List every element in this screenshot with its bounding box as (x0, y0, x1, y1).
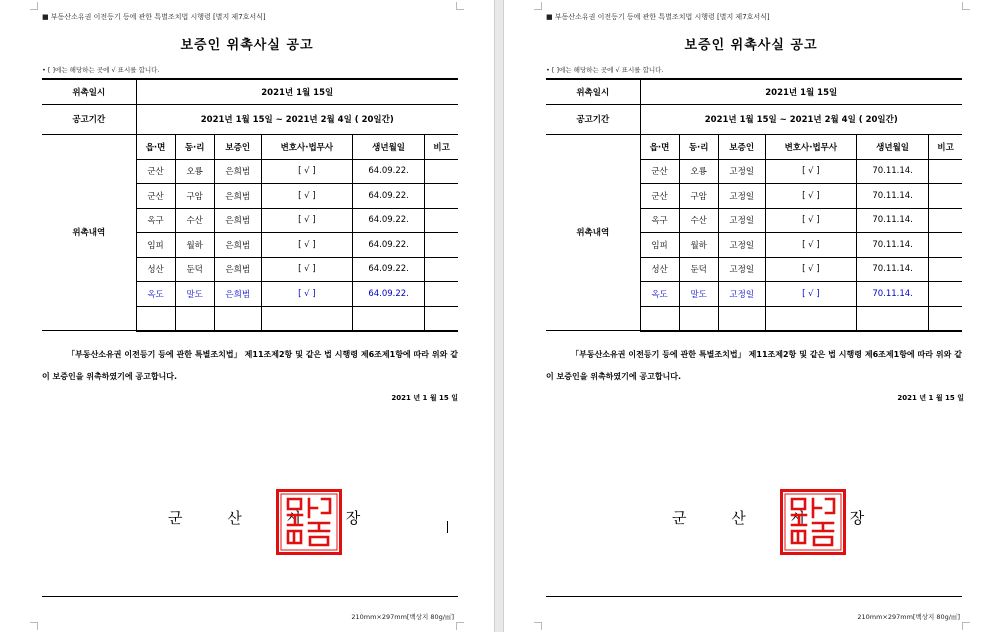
cell-lawyer-check: [ √ ] (765, 282, 856, 307)
period-row (546, 104, 962, 134)
page-gutter (494, 0, 504, 632)
cell-lawyer-check: [ √ ] (765, 159, 856, 184)
cell-ri (679, 306, 718, 331)
paper-size-note: 210mm×297mm[백상지 80g/㎡] (857, 613, 960, 621)
page-corner-mark (962, 2, 970, 10)
cell-ri: 구암 (175, 184, 214, 209)
cell-lawyer-check: [ √ ] (765, 233, 856, 258)
column-header: 읍·면 (136, 134, 175, 159)
cell-lawyer-check: [ √ ] (261, 282, 352, 307)
cell-lawyer-check (261, 306, 352, 331)
column-header: 동·리 (175, 134, 214, 159)
date-label: 위촉일시 (42, 79, 136, 104)
cell-birth-date: 70.11.14. (856, 282, 928, 307)
cell-birth-date (856, 306, 928, 331)
page-2[interactable] (504, 0, 1000, 632)
cell-ri: 월하 (679, 233, 718, 258)
cell-birth-date: 64.09.22. (352, 257, 424, 282)
cell-lawyer-check (765, 306, 856, 331)
cell-lawyer-check: [ √ ] (765, 208, 856, 233)
cell-birth-date: 70.11.14. (856, 233, 928, 258)
cell-guarantor: 고정일 (718, 233, 765, 258)
cell-note (929, 306, 962, 331)
commission-table (546, 78, 962, 332)
page-corner-mark (962, 622, 970, 630)
cell-ri: 둔덕 (175, 257, 214, 282)
cell-lawyer-check: [ √ ] (261, 208, 352, 233)
cell-myeon: 군산 (136, 184, 175, 209)
official-seal-icon (780, 489, 846, 555)
cell-myeon (640, 306, 679, 331)
column-header: 읍·면 (640, 134, 679, 159)
cell-myeon: 임피 (640, 233, 679, 258)
cell-lawyer-check: [ √ ] (261, 257, 352, 282)
cell-myeon: 군산 (640, 184, 679, 209)
cell-ri (175, 306, 214, 331)
signature-text: 군 산 시 장 (168, 509, 381, 527)
cell-guarantor (214, 306, 261, 331)
cell-lawyer-check: [ √ ] (261, 159, 352, 184)
cell-myeon: 옥도 (640, 282, 679, 307)
cell-note (929, 208, 962, 233)
cell-guarantor: 은희범 (214, 208, 261, 233)
page-corner-mark (456, 2, 464, 10)
cell-guarantor: 고정일 (718, 208, 765, 233)
cell-ri: 말도 (679, 282, 718, 307)
cell-myeon: 옥도 (136, 282, 175, 307)
cell-birth-date: 64.09.22. (352, 233, 424, 258)
cell-note (425, 159, 458, 184)
cell-note (425, 282, 458, 307)
column-header-row (546, 134, 962, 159)
cell-note (425, 233, 458, 258)
cell-myeon: 임피 (136, 233, 175, 258)
document-title: 보증인 위촉사실 공고 (180, 38, 314, 53)
period-label: 공고기간 (42, 104, 136, 134)
cell-guarantor: 은희범 (214, 233, 261, 258)
details-label: 위촉내역 (546, 134, 640, 331)
page-corner-mark (30, 622, 38, 630)
document-title: 보증인 위촉사실 공고 (684, 38, 818, 53)
cell-ri: 구암 (679, 184, 718, 209)
notice-period: 2021년 1월 15일 ~ 2021년 2월 4일 ( 20일간) (640, 104, 962, 134)
column-header: 보증인 (718, 134, 765, 159)
page-corner-mark (456, 622, 464, 630)
cell-guarantor: 은희범 (214, 282, 261, 307)
column-header: 동·리 (679, 134, 718, 159)
form-header-note: ■ 부동산소유권 이전등기 등에 관한 특별조치법 시행령 [별지 제7호서식] (42, 13, 266, 21)
column-header: 변호사·법무사 (765, 134, 856, 159)
notice-body-text: 「부동산소유권 이전등기 등에 관한 특별조치법」 제11조제2항 및 같은 법 시행령 제6조제1항에 따라 위와 같이 보증인을 위촉하였기에 공고합니다. (546, 350, 962, 381)
footer-divider (42, 596, 458, 597)
period-row (42, 104, 458, 134)
cell-note (425, 208, 458, 233)
cell-note (425, 257, 458, 282)
column-header: 생년월일 (352, 134, 424, 159)
column-header: 비고 (929, 134, 962, 159)
cell-guarantor: 은희범 (214, 159, 261, 184)
cell-guarantor: 고정일 (718, 257, 765, 282)
cell-birth-date: 64.09.22. (352, 159, 424, 184)
cell-birth-date: 64.09.22. (352, 282, 424, 307)
column-header: 생년월일 (856, 134, 928, 159)
form-hint: • [ ]에는 해당하는 곳에 √ 표시를 합니다. (546, 66, 664, 74)
page-corner-mark (534, 622, 542, 630)
notice-body-text: 「부동산소유권 이전등기 등에 관한 특별조치법」 제11조제2항 및 같은 법 시행령 제6조제1항에 따라 위와 같이 보증인을 위촉하였기에 공고합니다. (42, 350, 458, 381)
issue-date: 2021 년 1 월 15 일 (391, 394, 458, 402)
commission-table (42, 78, 458, 332)
column-header: 비고 (425, 134, 458, 159)
cell-guarantor (718, 306, 765, 331)
cell-birth-date: 70.11.14. (856, 257, 928, 282)
cell-note (929, 184, 962, 209)
column-header-row (42, 134, 458, 159)
cell-birth-date: 70.11.14. (856, 208, 928, 233)
cell-note (929, 282, 962, 307)
cell-birth-date: 70.11.14. (856, 159, 928, 184)
cell-note (425, 184, 458, 209)
date-label: 위촉일시 (546, 79, 640, 104)
form-hint: • [ ]에는 해당하는 곳에 √ 표시를 합니다. (42, 66, 160, 74)
cell-note (929, 159, 962, 184)
cell-lawyer-check: [ √ ] (261, 233, 352, 258)
cell-myeon: 옥구 (136, 208, 175, 233)
cell-ri: 수산 (175, 208, 214, 233)
page-corner-mark (30, 2, 38, 10)
cell-birth-date (352, 306, 424, 331)
date-row (546, 79, 962, 104)
cell-birth-date: 70.11.14. (856, 184, 928, 209)
cell-guarantor: 은희범 (214, 184, 261, 209)
signature-text: 군 산 시 장 (672, 509, 885, 527)
notice-period: 2021년 1월 15일 ~ 2021년 2월 4일 ( 20일간) (136, 104, 458, 134)
cell-myeon (136, 306, 175, 331)
cell-birth-date: 64.09.22. (352, 184, 424, 209)
cell-guarantor: 고정일 (718, 184, 765, 209)
paper-size-note: 210mm×297mm[백상지 80g/㎡] (351, 613, 454, 621)
cell-guarantor: 고정일 (718, 282, 765, 307)
column-header: 보증인 (214, 134, 261, 159)
cell-ri: 오룡 (175, 159, 214, 184)
cell-note (929, 233, 962, 258)
cell-ri: 오룡 (679, 159, 718, 184)
footer-divider (546, 596, 962, 597)
commission-date: 2021년 1월 15일 (640, 79, 962, 104)
commission-date: 2021년 1월 15일 (136, 79, 458, 104)
cell-note (425, 306, 458, 331)
cell-lawyer-check: [ √ ] (261, 184, 352, 209)
cell-guarantor: 고정일 (718, 159, 765, 184)
cell-myeon: 옥구 (640, 208, 679, 233)
official-seal-icon (276, 489, 342, 555)
cell-guarantor: 은희범 (214, 257, 261, 282)
cell-ri: 월하 (175, 233, 214, 258)
text-cursor (447, 521, 448, 533)
cell-lawyer-check: [ √ ] (765, 257, 856, 282)
form-header-note: ■ 부동산소유권 이전등기 등에 관한 특별조치법 시행령 [별지 제7호서식] (546, 13, 770, 21)
date-row (42, 79, 458, 104)
page-corner-mark (534, 2, 542, 10)
cell-lawyer-check: [ √ ] (765, 184, 856, 209)
cell-note (929, 257, 962, 282)
cell-ri: 수산 (679, 208, 718, 233)
cell-myeon: 성산 (640, 257, 679, 282)
cell-myeon: 성산 (136, 257, 175, 282)
cell-ri: 말도 (175, 282, 214, 307)
cell-birth-date: 64.09.22. (352, 208, 424, 233)
column-header: 변호사·법무사 (261, 134, 352, 159)
cell-ri: 둔덕 (679, 257, 718, 282)
details-label: 위촉내역 (42, 134, 136, 331)
cell-myeon: 군산 (136, 159, 175, 184)
page-1[interactable] (0, 0, 494, 632)
period-label: 공고기간 (546, 104, 640, 134)
cell-myeon: 군산 (640, 159, 679, 184)
issue-date: 2021 년 1 월 15 일 (897, 394, 964, 402)
